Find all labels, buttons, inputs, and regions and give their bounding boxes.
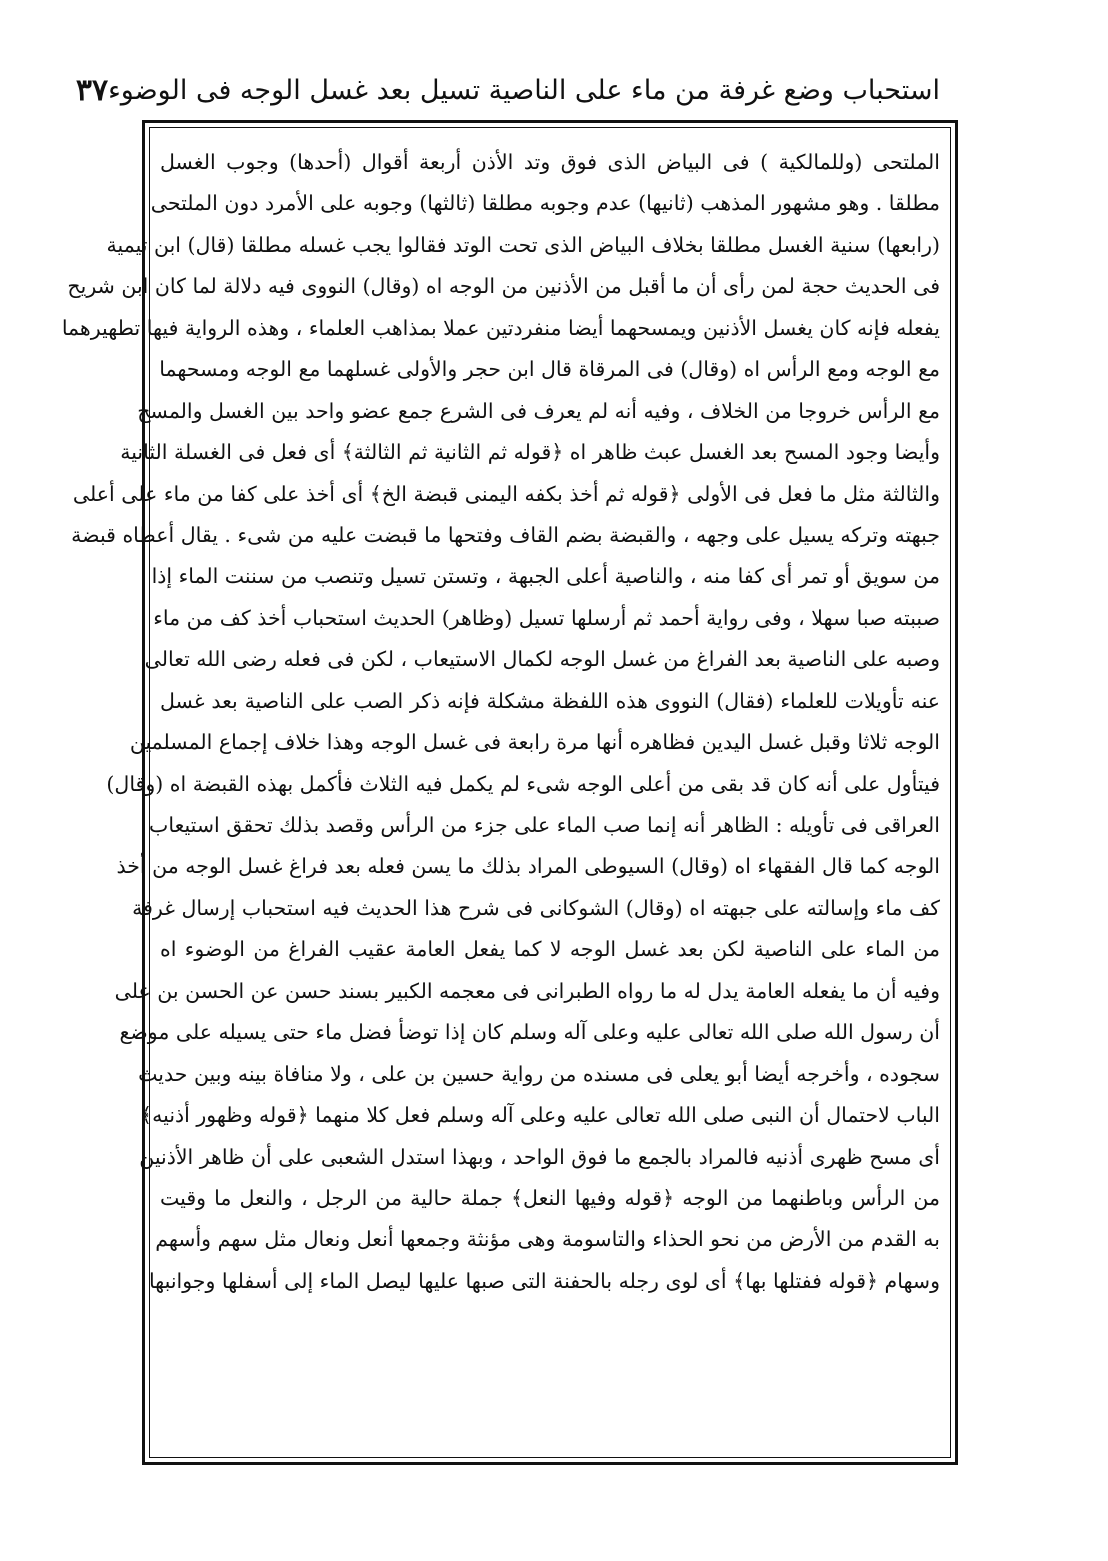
text-line: وفيه أن ما يفعله العامة يدل له ما رواه الطبرانى فى معجمه الكبير بسند حسن عن الحسن بن على xyxy=(114,978,940,1003)
text-line: والثالثة مثل ما فعل فى الأولى ﴿قوله ثم أخذ بكفه اليمنى قبضة الخ﴾ أى أخذ على كفا من ماء على أعلى xyxy=(72,481,940,506)
running-header xyxy=(75,62,940,118)
page-header-title: استحباب وضع غرفة من ماء على الناصية تسيل بعد غسل الوجه فى الوضوء xyxy=(108,74,940,106)
text-line: من سويق أو تمر أى كفا منه ، والناصية أعلى الجبهة ، وتستن تسيل وتنصب من سننت الماء إذا xyxy=(151,564,940,589)
page-number: ٣٧ xyxy=(75,72,109,108)
text-line: فى الحديث حجة لمن رأى أن ما أقبل من الأذنين من الوجه اه (وقال) النووى فيه دلالة لما كان ابن شريح xyxy=(67,274,940,299)
text-line: مع الوجه ومع الرأس اه (وقال) فى المرقاة قال ابن حجر والأولى غسلهما مع الوجه ومسحهما xyxy=(159,357,940,382)
text-line: يفعله فإنه كان يغسل الأذنين ويمسحهما أيضا منفردتين عملا بمذاهب العلماء ، وهذه الرواية فيها تطهيرهما xyxy=(61,315,940,340)
text-line: الباب لاحتمال أن النبى صلى الله تعالى عليه وعلى آله وسلم فعل كلا منهما ﴿قوله وظهور أذنيه﴾ xyxy=(140,1103,940,1128)
text-line: صببته صبا سهلا ، وفى رواية أحمد ثم أرسلها تسيل (وظاهر) الحديث استحباب أخذ كف من ماء xyxy=(153,605,940,630)
text-line: وصبه على الناصية بعد الفراغ من غسل الوجه لكمال الاستيعاب ، لكن فى فعله رضى الله تعالى xyxy=(144,647,940,672)
text-line: جبهته وتركه يسيل على وجهه ، والقبضة بضم القاف وفتحها ما قبضت عليه من شىء . يقال أعطاه قبضة xyxy=(71,522,940,547)
text-line: من الرأس وباطنهما من الوجه ﴿قوله وفيها النعل﴾ جملة حالية من الرجل ، والنعل ما وقيت xyxy=(160,1185,940,1210)
text-line: الملتحى (وللمالكية ) فى البياض الذى فوق وتد الأذن أربعة أقوال (أحدها) وجوب الغسل xyxy=(160,150,940,174)
text-line: الوجه ثلاثا وقبل غسل اليدين فظاهره أنها مرة رابعة فى غسل الوجه وهذا خلاف إجماع المسلمين xyxy=(129,730,940,755)
text-line: وسهام ﴿قوله ففتلها بها﴾ أى لوى رجله بالحفنة التى صبها عليها ليصل الماء إلى أسفلها وجوانبها xyxy=(148,1268,940,1293)
text-line: من الماء على الناصية لكن بعد غسل الوجه لا كما يفعل العامة عقيب الفراغ من الوضوء اه xyxy=(160,937,940,962)
text-line: كف ماء وإسالته على جبهته اه (وقال) الشوكانى فى شرح هذا الحديث فيه استحباب إرسال غرفة xyxy=(132,895,940,920)
text-line: وأيضا وجود المسح بعد الغسل عبث ظاهر اه ﴿قوله ثم الثانية ثم الثالثة﴾ أى فعل فى الغسلة الثانية xyxy=(120,440,940,465)
text-line: به القدم من الأرض من نحو الحذاء والتاسومة وهى مؤنثة وجمعها أنعل ونعال مثل سهم وأسهم xyxy=(155,1227,940,1252)
text-line: أى مسح ظهرى أذنيه فالمراد بالجمع ما فوق الواحد ، وبهذا استدل الشعبى على أن ظاهر الأذنين xyxy=(139,1144,940,1169)
main-text-body xyxy=(61,142,940,1302)
text-line: عنه تأويلات للعلماء (فقال) النووى هذه اللفظة مشكلة فإنه ذكر الصب على الناصية بعد غسل xyxy=(160,688,940,713)
text-line: (رابعها) سنية الغسل مطلقا بخلاف البياض الذى تحت الوتد فقالوا يجب غسله مطلقا (قال) ابن تيمية xyxy=(106,232,940,257)
text-line: الوجه كما قال الفقهاء اه (وقال) السيوطى المراد بذلك ما يسن فعله بعد فراغ غسل الوجه من أخذ xyxy=(116,854,940,879)
text-line: مطلقا . وهو مشهور المذهب (ثانيها) عدم وجوبه مطلقا (ثالثها) وجوبه على الأمرد دون الملتحى xyxy=(150,191,940,216)
text-line: فيتأول على أنه كان قد بقى من أعلى الوجه شىء لم يكمل فيه الثلاث فأكمل بهذه القبضة اه (وقال) xyxy=(106,771,940,796)
text-line: مع الرأس خروجا من الخلاف ، وفيه أنه لم يعرف فى الشرع جمع عضو واحد بين الغسل والمسح xyxy=(137,398,940,423)
text-line: سجوده ، وأخرجه أيضا أبو يعلى فى مسنده من رواية حسين بن على ، ولا منافاة بينه وبين حديث xyxy=(138,1061,940,1086)
text-line: العراقى فى تأويله : الظاهر أنه إنما صب الماء على جزء من الرأس وقصد بذلك تحقق استيعاب xyxy=(149,813,940,837)
text-line: أن رسول الله صلى الله تعالى عليه وعلى آله وسلم كان إذا توضأ فضل ماء حتى يسيله على موضع xyxy=(119,1020,940,1045)
